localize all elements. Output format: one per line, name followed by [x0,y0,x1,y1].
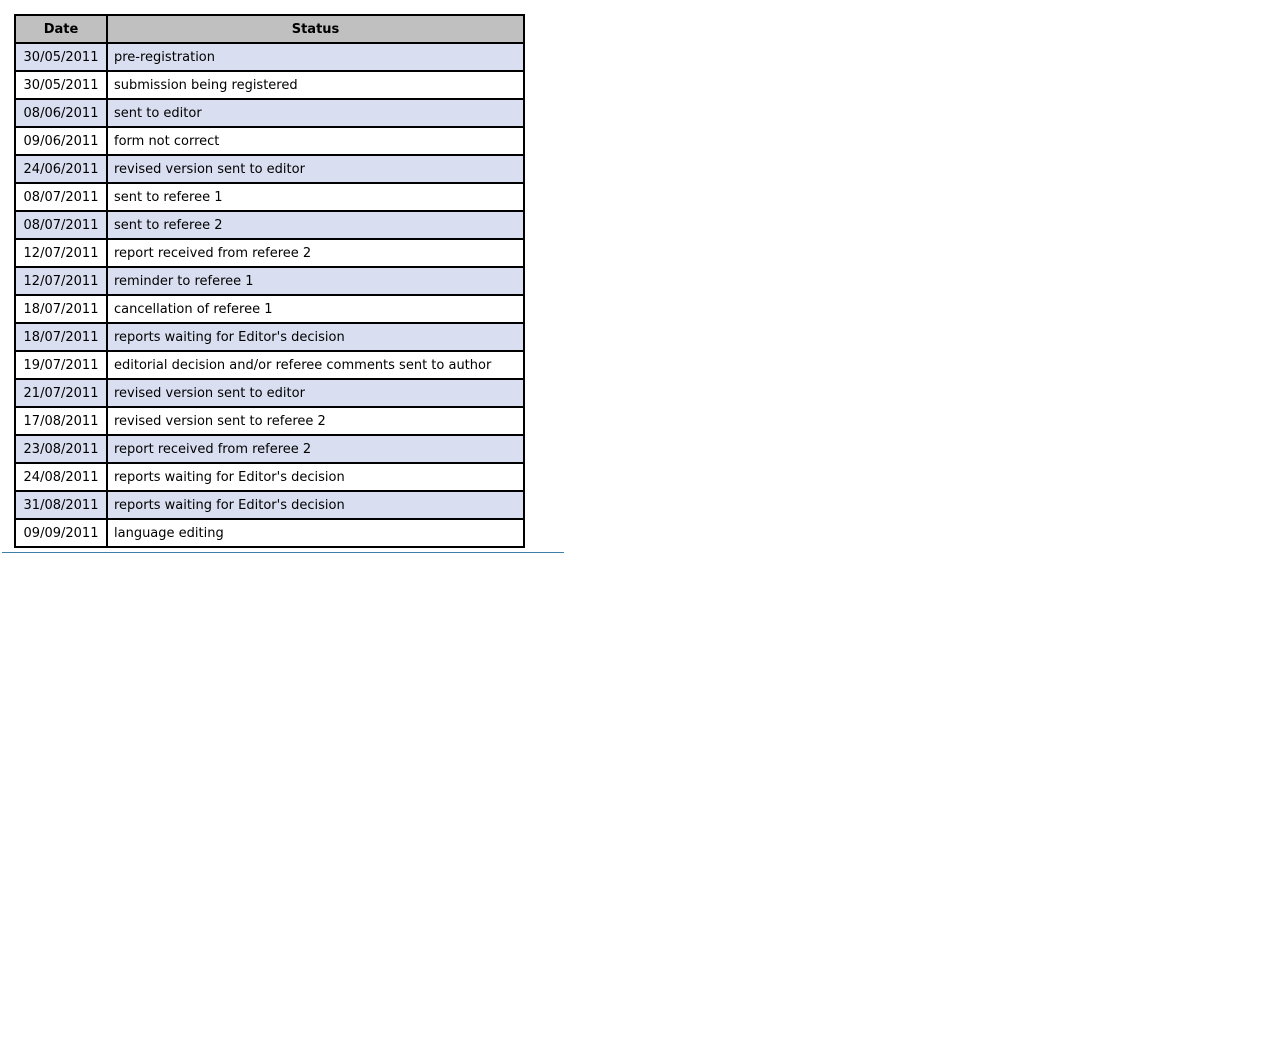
table-row [15,435,524,463]
status-cell: editorial decision and/or referee comments sent to author [107,351,524,379]
status-cell: reports waiting for Editor's decision [107,491,524,519]
status-cell: cancellation of referee 1 [107,295,524,323]
date-column-header: Date [15,15,107,43]
date-cell: 31/08/2011 [15,491,107,519]
status-cell: reports waiting for Editor's decision [107,323,524,351]
status-cell: sent to editor [107,99,524,127]
table-row [15,463,524,491]
status-cell: report received from referee 2 [107,435,524,463]
status-cell: form not correct [107,127,524,155]
status-cell: pre-registration [107,43,524,71]
table-row [15,211,524,239]
table-header-row [15,15,524,43]
date-cell: 30/05/2011 [15,71,107,99]
table-row [15,491,524,519]
table-row [15,239,524,267]
status-cell: sent to referee 2 [107,211,524,239]
horizontal-divider [2,552,564,553]
date-cell: 24/08/2011 [15,463,107,491]
status-cell: reports waiting for Editor's decision [107,463,524,491]
table-row [15,155,524,183]
status-cell: revised version sent to referee 2 [107,407,524,435]
date-cell: 24/06/2011 [15,155,107,183]
date-cell: 09/06/2011 [15,127,107,155]
date-cell: 08/06/2011 [15,99,107,127]
status-cell: revised version sent to editor [107,379,524,407]
table-row [15,519,524,547]
table-row [15,323,524,351]
date-cell: 09/09/2011 [15,519,107,547]
table-row [15,71,524,99]
status-cell: report received from referee 2 [107,239,524,267]
date-cell: 08/07/2011 [15,211,107,239]
status-cell: language editing [107,519,524,547]
date-cell: 18/07/2011 [15,295,107,323]
status-cell: submission being registered [107,71,524,99]
table-row [15,295,524,323]
date-cell: 21/07/2011 [15,379,107,407]
table-row [15,99,524,127]
table-row [15,43,524,71]
table-row [15,407,524,435]
table-row [15,351,524,379]
table-row [15,183,524,211]
table-row [15,127,524,155]
date-cell: 08/07/2011 [15,183,107,211]
status-cell: revised version sent to editor [107,155,524,183]
date-cell: 12/07/2011 [15,267,107,295]
date-cell: 17/08/2011 [15,407,107,435]
date-cell: 23/08/2011 [15,435,107,463]
date-cell: 18/07/2011 [15,323,107,351]
status-cell: reminder to referee 1 [107,267,524,295]
table-row [15,379,524,407]
status-history-table [14,14,525,548]
date-cell: 12/07/2011 [15,239,107,267]
date-cell: 30/05/2011 [15,43,107,71]
status-cell: sent to referee 1 [107,183,524,211]
date-cell: 19/07/2011 [15,351,107,379]
status-column-header: Status [107,15,524,43]
table-row [15,267,524,295]
